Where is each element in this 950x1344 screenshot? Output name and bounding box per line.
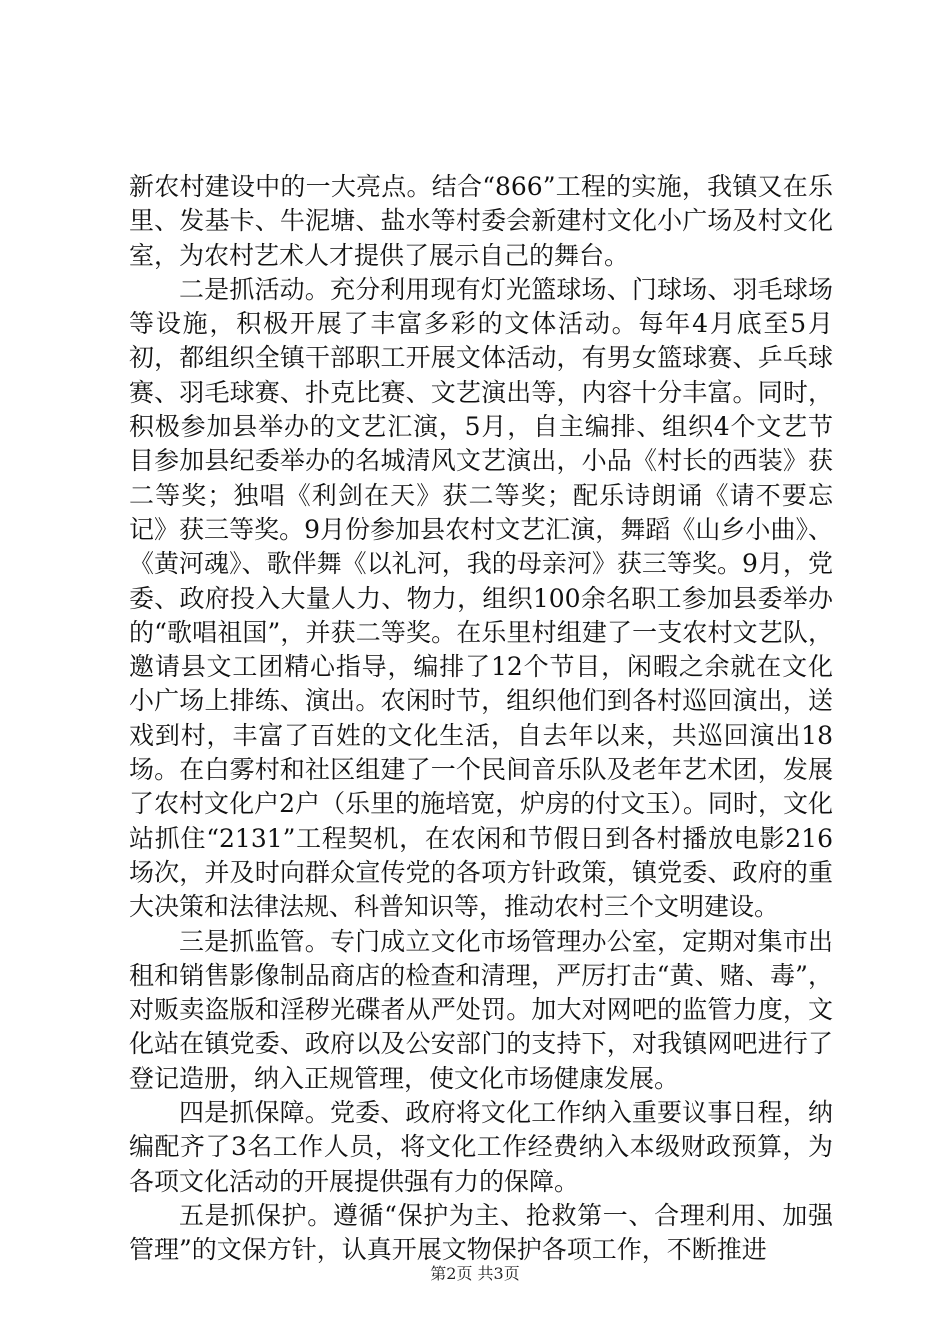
document-body <box>129 170 833 1268</box>
paragraph-guarantee: 四是抓保障。党委、政府将文化工作纳入重要议事日程，纳编配齐了3名工作人员，将文化工作经费纳入本级财政预算，为各项文化活动的开展提供强有力的保障。 <box>129 1098 833 1196</box>
paragraph-supervision: 三是抓监管。专门成立文化市场管理办公室，定期对集市出租和销售影像制品商店的检查和清理，严厉打击“黄、赌、毒”，对贩卖盗版和淫秽光碟者从严处罚。加大对网吧的监管力度，文化站在镇党委、政府以及公安部门的支持下，对我镇网吧进行了登记造册，纳入正规管理，使文化市场健康发展。 <box>129 926 833 1093</box>
page-footer: 第2页 共3页 <box>430 1264 520 1283</box>
paragraph-continuation: 新农村建设中的一大亮点。结合“866”工程的实施，我镇又在乐里、发基卡、牛泥塘、盐水等村委会新建村文化小广场及村文化室，为农村艺术人才提供了展示自己的舞台。 <box>129 172 833 270</box>
paragraph-activities: 二是抓活动。充分利用现有灯光篮球场、门球场、羽毛球场等设施，积极开展了丰富多彩的文体活动。每年4月底至5月初，都组织全镇干部职工开展文体活动，有男女篮球赛、乒乓球赛、羽毛球赛、扑克比赛、文艺演出等，内容十分丰富。同时，积极参加县举办的文艺汇演，5月，自主编排、组织4个文艺节目参加县纪委举办的名城清风文艺演出，小品《村长的西装》获二等奖；独唱《利剑在天》获二等奖；配乐诗朗诵《请不要忘记》获三等奖。9月份参加县农村文艺汇演，舞蹈《山乡小曲》、《黄河魂》、歌伴舞《以礼河，我的母亲河》获三等奖。9月，党委、政府投入大量人力、物力，组织100余名职工参加县委举办的“歌唱祖国”，并获二等奖。在乐里村组建了一支农村文艺队，邀请县文工团精心指导，编排了12个节目，闲暇之余就在文化小广场上排练、演出。农闲时节，组织他们到各村巡回演出，送戏到村，丰富了百姓的文化生活，自去年以来，共巡回演出18场。在白雾村和社区组建了一个民间音乐队及老年艺术团，发展了农村文化户2户（乐里的施培宽，炉房的付文玉）。同时，文化站抓住“2131”工程契机，在农闲和节假日到各村播放电影216场次，并及时向群众宣传党的各项方针政策，镇党委、政府的重大决策和法律法规、科普知识等，推动农村三个文明建设。 <box>129 274 833 922</box>
paragraph-protection: 五是抓保护。遵循“保护为主、抢救第一、合理利用、加强管理”的文保方针，认真开展文物保护各项工作，不断推进 <box>129 1200 833 1265</box>
